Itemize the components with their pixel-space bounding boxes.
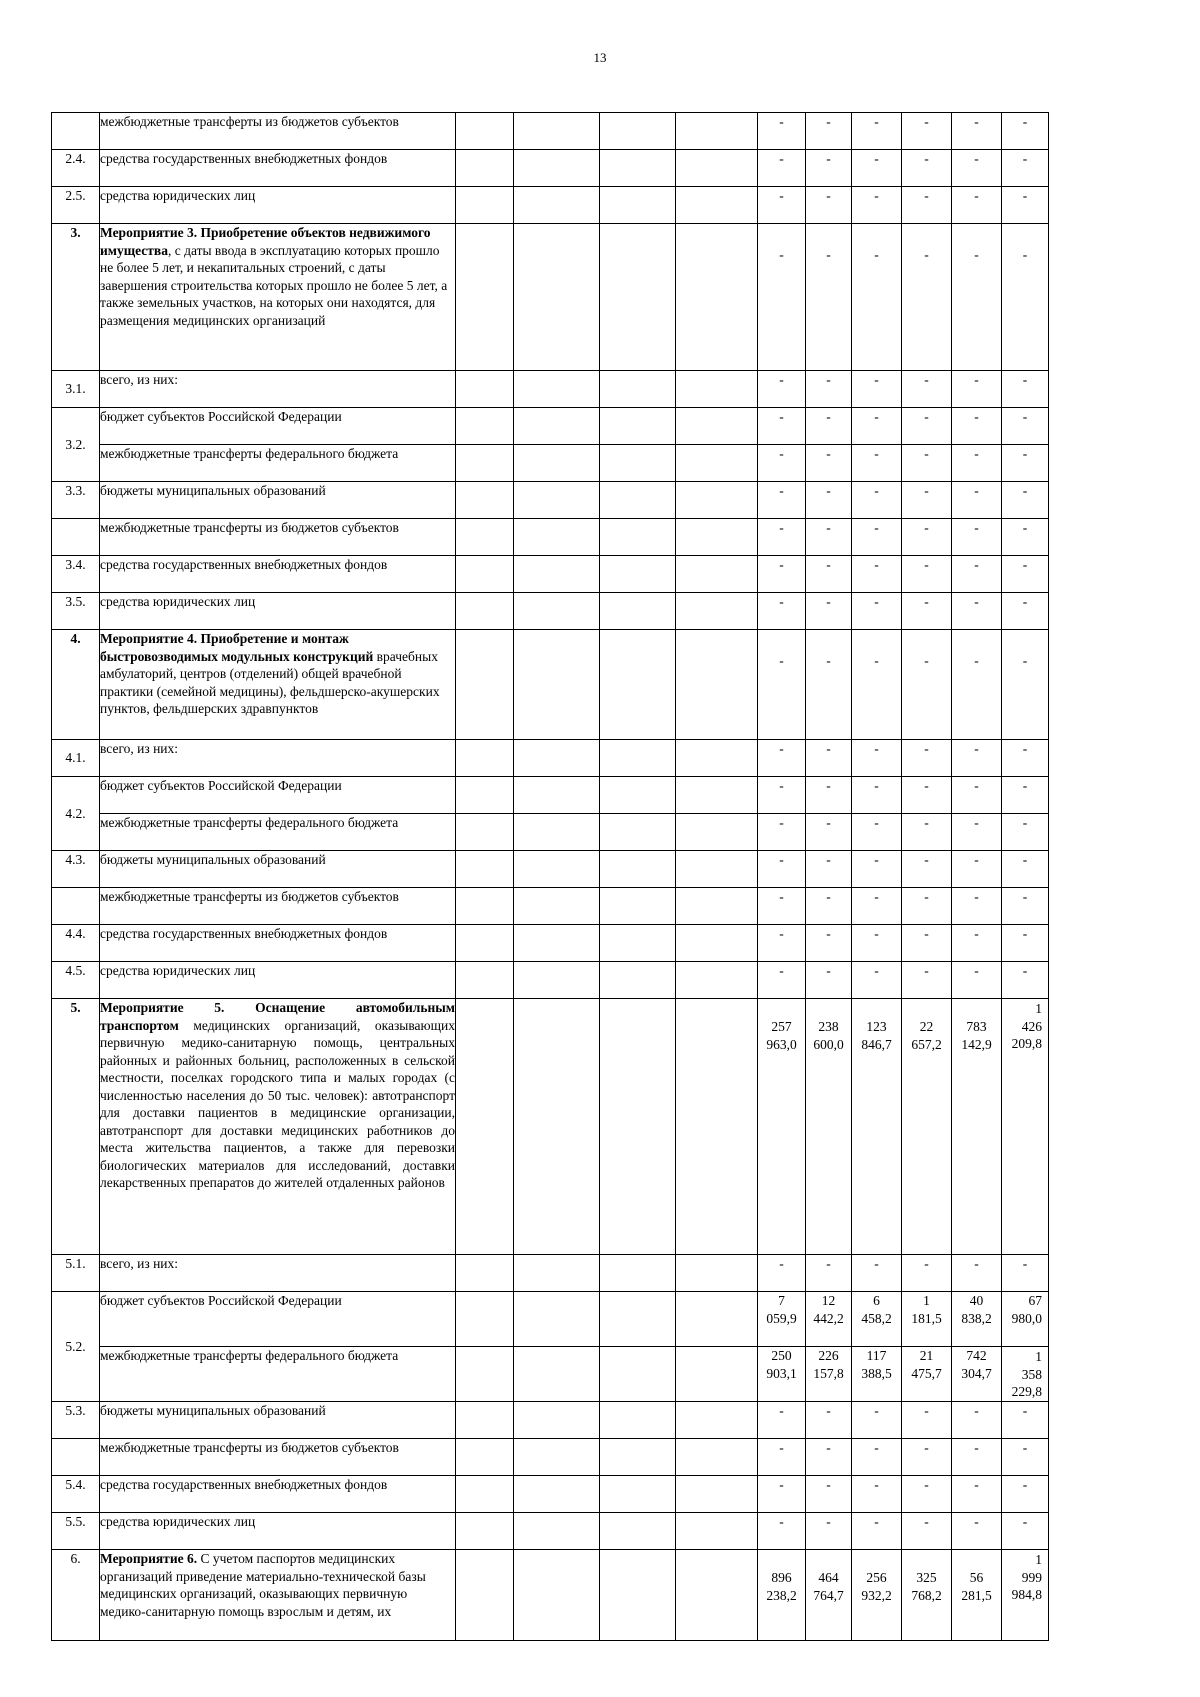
row-description	[100, 1550, 456, 1641]
value-cell: -	[758, 630, 806, 740]
value-cell: -	[1002, 187, 1049, 224]
value-cell: 896 238,2	[758, 1550, 806, 1641]
value-cell: -	[952, 371, 1002, 408]
value-cell: -	[952, 1255, 1002, 1292]
row-description: межбюджетные трансферты из бюджетов субъектов	[100, 888, 456, 925]
value-cell: -	[852, 962, 902, 999]
value-cell: -	[902, 740, 952, 777]
row-description: всего, из них:	[100, 371, 456, 408]
value-cell: -	[1002, 1513, 1049, 1550]
value-cell: -	[1002, 630, 1049, 740]
value-cell: -	[952, 1439, 1002, 1476]
value-cell: -	[806, 150, 852, 187]
measure-text: , с даты ввода в эксплуатацию которых прошло не более 5 лет, и некапитальных строений, с даты завершения строительства которых прошло не более 5 лет, а также земельных участков, на которых они находятся, для размещения медицинских организаций	[100, 242, 448, 328]
value-cell: -	[806, 371, 852, 408]
value-cell: 6 458,2	[852, 1292, 902, 1347]
value-cell: -	[1002, 482, 1049, 519]
table-row	[52, 482, 1137, 519]
table-row	[52, 888, 1137, 925]
row-number	[52, 113, 100, 150]
value-cell: -	[852, 777, 902, 814]
value-cell: -	[758, 740, 806, 777]
value-cell: 742 304,7	[952, 1347, 1002, 1402]
value-cell: -	[758, 482, 806, 519]
value-cell: -	[902, 556, 952, 593]
row-number: 3.1.	[52, 371, 100, 408]
value-cell: -	[758, 851, 806, 888]
value-cell: -	[1002, 1439, 1049, 1476]
table-row	[52, 1550, 1137, 1641]
value-cell: -	[758, 113, 806, 150]
value-cell: -	[758, 445, 806, 482]
value-cell: 783 142,9	[952, 999, 1002, 1255]
value-cell: -	[902, 150, 952, 187]
value-cell: -	[758, 814, 806, 851]
value-cell: -	[952, 519, 1002, 556]
value-cell: -	[1002, 1255, 1049, 1292]
value-cell: -	[902, 593, 952, 630]
table-row	[52, 187, 1137, 224]
row-number: 2.4.	[52, 150, 100, 187]
row-description: бюджет субъектов Российской Федерации	[100, 408, 456, 445]
value-cell: -	[1002, 740, 1049, 777]
value-cell: -	[852, 1476, 902, 1513]
value-cell: -	[852, 1255, 902, 1292]
row-description: межбюджетные трансферты из бюджетов субъектов	[100, 1439, 456, 1476]
value-cell: -	[902, 630, 952, 740]
row-number: 4.2.	[52, 777, 100, 851]
value-cell: -	[758, 593, 806, 630]
value-cell: 1 358 229,8	[1002, 1347, 1049, 1402]
value-cell: -	[806, 1513, 852, 1550]
value-cell: -	[806, 1255, 852, 1292]
value-cell: -	[852, 519, 902, 556]
table-row	[52, 1476, 1137, 1513]
value-cell: -	[852, 408, 902, 445]
value-cell: -	[902, 777, 952, 814]
value-cell: -	[952, 593, 1002, 630]
value-cell: -	[806, 187, 852, 224]
value-cell: -	[806, 482, 852, 519]
value-cell: -	[758, 1476, 806, 1513]
value-cell: -	[902, 187, 952, 224]
value-cell: -	[952, 814, 1002, 851]
table-row	[52, 851, 1137, 888]
value-cell: -	[852, 150, 902, 187]
value-cell: -	[852, 113, 902, 150]
table-row	[52, 113, 1137, 150]
value-cell: -	[952, 445, 1002, 482]
measure-text: С учетом паспортов медицинских организаций приведение материально-технической базы медицинских организаций, оказывающих первичную медико-санитарную помощь взрослым и детям, их	[100, 1551, 426, 1619]
value-cell: -	[952, 925, 1002, 962]
value-cell: -	[952, 1513, 1002, 1550]
value-cell: -	[952, 187, 1002, 224]
value-cell: -	[852, 371, 902, 408]
row-description: бюджеты муниципальных образований	[100, 851, 456, 888]
value-cell: -	[852, 482, 902, 519]
value-cell: -	[952, 556, 1002, 593]
value-cell: -	[758, 962, 806, 999]
value-cell: 56 281,5	[952, 1550, 1002, 1641]
value-cell: -	[758, 371, 806, 408]
value-cell: 464 764,7	[806, 1550, 852, 1641]
table-row	[52, 224, 1137, 371]
value-cell: -	[1002, 113, 1049, 150]
value-cell: -	[902, 888, 952, 925]
value-cell: -	[1002, 371, 1049, 408]
row-number: 3.3.	[52, 482, 100, 519]
row-description: средства юридических лиц	[100, 593, 456, 630]
value-cell: 117 388,5	[852, 1347, 902, 1402]
table-row	[52, 925, 1137, 962]
row-description: всего, из них:	[100, 740, 456, 777]
table-row	[52, 150, 1137, 187]
value-cell: -	[806, 556, 852, 593]
value-cell: 238 600,0	[806, 999, 852, 1255]
row-description: средства государственных внебюджетных фондов	[100, 1476, 456, 1513]
value-cell: -	[1002, 224, 1049, 371]
value-cell: -	[1002, 925, 1049, 962]
value-cell: 1 999 984,8	[1002, 1550, 1049, 1641]
value-cell: -	[902, 1402, 952, 1439]
row-description: средства юридических лиц	[100, 1513, 456, 1550]
value-cell: -	[806, 962, 852, 999]
row-description: средства государственных внебюджетных фондов	[100, 556, 456, 593]
row-description: межбюджетные трансферты федерального бюджета	[100, 814, 456, 851]
value-cell: -	[758, 187, 806, 224]
value-cell: -	[1002, 1476, 1049, 1513]
measure-title: Мероприятие 4. Приобретение и монтаж быстровозводимых модульных конструкций	[100, 631, 374, 664]
table-row	[52, 630, 1137, 740]
row-description: бюджет субъектов Российской Федерации	[100, 1292, 456, 1347]
table-row	[52, 1513, 1137, 1550]
value-cell: -	[902, 1439, 952, 1476]
value-cell: -	[1002, 150, 1049, 187]
table-row	[52, 445, 1137, 482]
row-number: 4.1.	[52, 740, 100, 777]
value-cell: -	[952, 224, 1002, 371]
value-cell: -	[1002, 888, 1049, 925]
value-cell: -	[902, 814, 952, 851]
value-cell: -	[952, 630, 1002, 740]
row-description: межбюджетные трансферты из бюджетов субъектов	[100, 113, 456, 150]
table-row	[52, 519, 1137, 556]
row-number: 4.4.	[52, 925, 100, 962]
value-cell: 12 442,2	[806, 1292, 852, 1347]
table-row	[52, 1292, 1137, 1347]
value-cell: -	[852, 556, 902, 593]
row-number: 5.1.	[52, 1255, 100, 1292]
value-cell: -	[852, 888, 902, 925]
row-number: 5.3.	[52, 1402, 100, 1439]
value-cell: -	[758, 888, 806, 925]
table-row	[52, 1347, 1137, 1402]
value-cell: -	[1002, 1402, 1049, 1439]
value-cell: -	[806, 740, 852, 777]
row-description: бюджеты муниципальных образований	[100, 1402, 456, 1439]
value-cell: -	[852, 925, 902, 962]
row-number: 6.	[52, 1550, 100, 1641]
measure-title: Мероприятие 6.	[100, 1551, 198, 1566]
page-number: 13	[593, 50, 607, 65]
row-number	[52, 519, 100, 556]
value-cell: -	[1002, 962, 1049, 999]
value-cell: -	[852, 740, 902, 777]
table-row	[52, 962, 1137, 999]
row-number: 5.2.	[52, 1292, 100, 1402]
table-row	[52, 1402, 1137, 1439]
row-description: средства государственных внебюджетных фондов	[100, 925, 456, 962]
value-cell: -	[852, 851, 902, 888]
table-row	[52, 999, 1137, 1255]
value-cell: -	[852, 814, 902, 851]
table-row	[52, 1439, 1137, 1476]
value-cell: -	[902, 1255, 952, 1292]
row-description: всего, из них:	[100, 1255, 456, 1292]
value-cell: 226 157,8	[806, 1347, 852, 1402]
value-cell: -	[902, 113, 952, 150]
value-cell: -	[758, 556, 806, 593]
measure-text: врачебных амбулаторий, центров (отделений) общей врачебной практики (семейной медицины), фельдшерско-акушерских пунктов, фельдшерских здравпунктов	[100, 648, 440, 716]
row-description: межбюджетные трансферты федерального бюджета	[100, 445, 456, 482]
value-cell: 256 932,2	[852, 1550, 902, 1641]
value-cell: -	[902, 482, 952, 519]
value-cell: -	[902, 371, 952, 408]
value-cell: -	[952, 740, 1002, 777]
value-cell: -	[806, 113, 852, 150]
value-cell: 67 980,0	[1002, 1292, 1049, 1347]
row-description	[100, 630, 456, 740]
value-cell: -	[806, 1476, 852, 1513]
value-cell: -	[1002, 814, 1049, 851]
value-cell: 22 657,2	[902, 999, 952, 1255]
value-cell: 250 903,1	[758, 1347, 806, 1402]
table-row	[52, 777, 1137, 814]
value-cell: -	[806, 445, 852, 482]
value-cell: -	[952, 482, 1002, 519]
value-cell: -	[806, 593, 852, 630]
value-cell: -	[952, 150, 1002, 187]
value-cell: 1 181,5	[902, 1292, 952, 1347]
table-row	[52, 408, 1137, 445]
value-cell: -	[806, 888, 852, 925]
row-description: бюджет субъектов Российской Федерации	[100, 777, 456, 814]
value-cell: -	[806, 1402, 852, 1439]
value-cell: -	[806, 408, 852, 445]
row-description: бюджеты муниципальных образований	[100, 482, 456, 519]
value-cell: -	[1002, 519, 1049, 556]
value-cell: -	[758, 1402, 806, 1439]
value-cell: -	[1002, 445, 1049, 482]
value-cell: -	[852, 1402, 902, 1439]
value-cell: -	[902, 962, 952, 999]
value-cell: -	[852, 593, 902, 630]
value-cell: -	[806, 224, 852, 371]
value-cell: -	[806, 630, 852, 740]
table-row	[52, 593, 1137, 630]
value-cell: -	[952, 113, 1002, 150]
value-cell: -	[1002, 556, 1049, 593]
value-cell: -	[806, 777, 852, 814]
measure-title: Мероприятие 5. Оснащение автомобильным транспортом	[100, 1000, 455, 1033]
value-cell: -	[852, 630, 902, 740]
row-description	[100, 224, 456, 371]
value-cell: -	[806, 925, 852, 962]
value-cell: -	[1002, 593, 1049, 630]
value-cell: -	[852, 224, 902, 371]
value-cell: -	[902, 1513, 952, 1550]
value-cell: 325 768,2	[902, 1550, 952, 1641]
value-cell: 1 426 209,8	[1002, 999, 1049, 1255]
row-number: 5.4.	[52, 1476, 100, 1513]
value-cell: -	[1002, 408, 1049, 445]
measure-text: медицинских организаций, оказывающих первичную медико-санитарную помощь, центральных районных и районных больниц, расположенных в сельской местности, поселках городского типа и малых городах (с численностью населения до 50 тыс. человек): автотранспорт для доставки пациентов в медицинские организации, автотранспорт для доставки медицинских работников до места жительства пациентов, а также для перевозки биологических материалов для исследований, доставки лекарственных препаратов до жителей отдаленных районов	[100, 1017, 455, 1190]
value-cell: -	[852, 1439, 902, 1476]
row-number: 4.3.	[52, 851, 100, 888]
value-cell: -	[806, 519, 852, 556]
value-cell: -	[902, 925, 952, 962]
table-row	[52, 1255, 1137, 1292]
value-cell: -	[806, 814, 852, 851]
value-cell: 257 963,0	[758, 999, 806, 1255]
table-row	[52, 556, 1137, 593]
value-cell: -	[758, 224, 806, 371]
value-cell: -	[952, 851, 1002, 888]
value-cell: -	[758, 408, 806, 445]
row-description: средства государственных внебюджетных фондов	[100, 150, 456, 187]
value-cell: -	[902, 224, 952, 371]
table-row	[52, 814, 1137, 851]
value-cell: -	[852, 445, 902, 482]
value-cell: -	[758, 1255, 806, 1292]
value-cell: -	[952, 888, 1002, 925]
value-cell: 123 846,7	[852, 999, 902, 1255]
row-description: межбюджетные трансферты из бюджетов субъектов	[100, 519, 456, 556]
value-cell: -	[952, 962, 1002, 999]
row-number: 5.	[52, 999, 100, 1255]
value-cell: -	[758, 777, 806, 814]
value-cell: -	[758, 150, 806, 187]
value-cell: 21 475,7	[902, 1347, 952, 1402]
value-cell: -	[852, 1513, 902, 1550]
row-number	[52, 888, 100, 925]
row-number	[52, 1439, 100, 1476]
value-cell: -	[902, 1476, 952, 1513]
funding-table	[51, 112, 1137, 1641]
row-number: 3.2.	[52, 408, 100, 482]
value-cell: 7 059,9	[758, 1292, 806, 1347]
row-number: 3.5.	[52, 593, 100, 630]
value-cell: -	[902, 408, 952, 445]
value-cell: -	[852, 187, 902, 224]
value-cell: -	[952, 1476, 1002, 1513]
value-cell: -	[758, 1513, 806, 1550]
row-number: 5.5.	[52, 1513, 100, 1550]
row-description: межбюджетные трансферты федерального бюджета	[100, 1347, 456, 1402]
value-cell: -	[902, 519, 952, 556]
value-cell: 40 838,2	[952, 1292, 1002, 1347]
row-number: 3.4.	[52, 556, 100, 593]
row-number: 4.5.	[52, 962, 100, 999]
value-cell: -	[952, 408, 1002, 445]
value-cell: -	[902, 851, 952, 888]
value-cell: -	[806, 1439, 852, 1476]
row-description: средства юридических лиц	[100, 962, 456, 999]
row-description	[100, 999, 456, 1255]
value-cell: -	[758, 1439, 806, 1476]
measure-title: Мероприятие 3. Приобретение объектов недвижимого имущества	[100, 225, 431, 258]
value-cell: -	[1002, 777, 1049, 814]
row-number: 3.	[52, 224, 100, 371]
value-cell: -	[806, 851, 852, 888]
value-cell: -	[952, 1402, 1002, 1439]
row-description: средства юридических лиц	[100, 187, 456, 224]
row-number: 4.	[52, 630, 100, 740]
value-cell: -	[902, 445, 952, 482]
value-cell: -	[758, 925, 806, 962]
value-cell: -	[758, 519, 806, 556]
table-row	[52, 371, 1137, 408]
table-row	[52, 740, 1137, 777]
value-cell: -	[1002, 851, 1049, 888]
value-cell: -	[952, 777, 1002, 814]
row-number: 2.5.	[52, 187, 100, 224]
